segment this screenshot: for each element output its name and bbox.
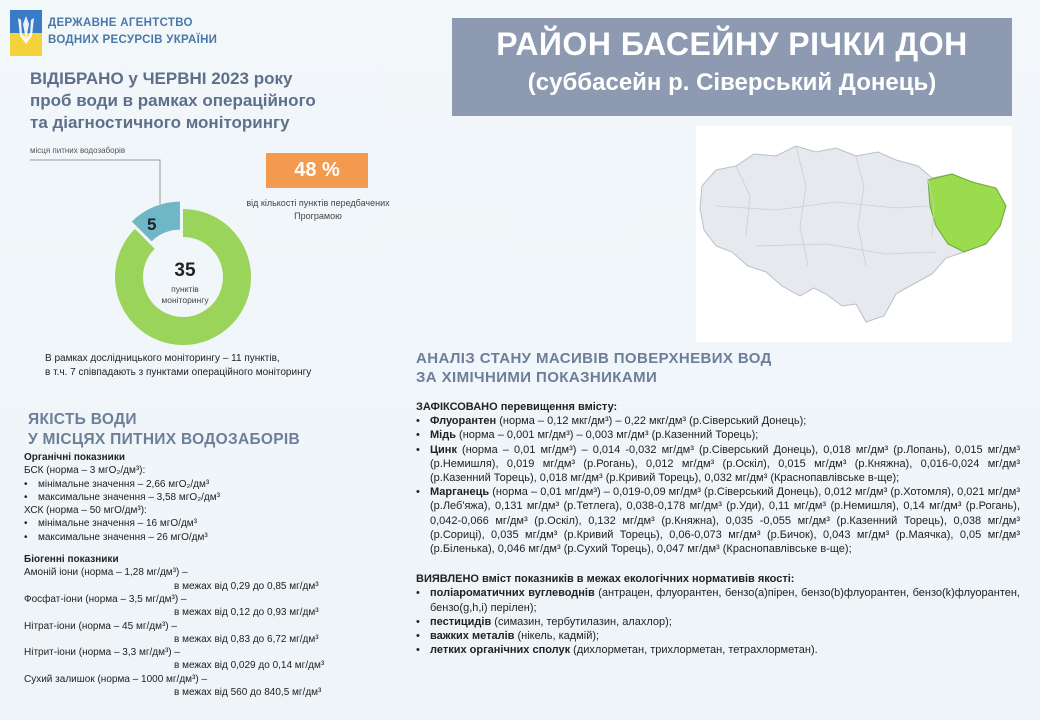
copper-text: (норма – 0,001 мг/дм³) – 0,003 мг/дм³ (р.Казенний Торець); xyxy=(455,429,759,442)
pah-text: (антрацен, флуорантен, бензо(а)пірен, бензо(b)флуорантен, бензо(k)флуорантен, бензо(g,h,i) перілен); xyxy=(430,587,1020,614)
pah-name: поліароматичних вуглеводнів xyxy=(430,587,595,600)
donut-big-value: 35 xyxy=(174,260,196,281)
zinc-item xyxy=(416,443,1020,486)
sampled-line-3: та діагностичного моніторингу xyxy=(30,113,290,132)
phosphate-norm: Фосфат-іони (норма – 3,5 мг/дм³) – xyxy=(24,593,187,605)
percent-badge: 48 % xyxy=(266,153,368,188)
coat-of-arms-logo-icon xyxy=(10,10,42,56)
pesticides-name: пестицидів xyxy=(430,615,492,628)
voc-text: (дихлорметан, трихлорметан, тетрахлорметан). xyxy=(570,644,818,657)
bsk-norm: БСК (норма – 3 мгО₂/дм³): xyxy=(24,465,146,477)
percent-note: від кількості пунктів передбачених Програмою xyxy=(246,198,390,221)
voc-name: летких органічних сполук xyxy=(430,644,571,657)
fluoranthene-item xyxy=(416,414,1020,428)
nitrate-range: в межах від 0,83 до 6,72 мг/дм³ xyxy=(174,633,319,645)
biogenic-heading: Біогенні показники xyxy=(24,554,119,566)
ammonium-range: в межах від 0,29 до 0,85 мг/дм³ xyxy=(174,580,319,592)
ukraine-map xyxy=(696,126,1012,342)
sampled-line-1: ВІДІБРАНО у ЧЕРВНІ 2023 року xyxy=(30,69,293,88)
analysis-heading xyxy=(416,349,772,387)
pesticides-text: (симазин, тербутилазин, алахлор); xyxy=(491,615,672,628)
quality-title-line-2: У МІСЦЯХ ПИТНИХ ВОДОЗАБОРІВ xyxy=(28,431,300,448)
heavy-metals-item xyxy=(416,629,1020,643)
dry-residue-norm: Сухий залишок (норма – 1000 мг/дм³) – xyxy=(24,673,208,685)
analysis-body xyxy=(416,400,1020,657)
phosphate-range: в межах від 0,12 до 0,93 мг/дм³ xyxy=(174,607,319,619)
pah-item xyxy=(416,586,1020,614)
zinc-name: Цинк xyxy=(430,443,457,456)
nitrite-norm: Нітрит-іони (норма – 3,3 мг/дм³) – xyxy=(24,647,180,659)
banner-title: РАЙОН БАСЕЙНУ РІЧКИ ДОН xyxy=(496,26,968,62)
heavy-metals-name: важких металів xyxy=(430,630,515,643)
ammonium-norm: Амоній іони (норма – 1,28 мг/дм³) – xyxy=(24,567,188,579)
copper-name: Мідь xyxy=(430,429,456,442)
nitrite-range: в межах від 0,029 до 0,14 мг/дм³ xyxy=(174,660,325,672)
research-note-line-1: В рамках дослідницького моніторингу – 11 пунктів, xyxy=(45,353,280,364)
title-banner xyxy=(452,18,1012,116)
manganese-text: (норма – 0,01 мг/дм³) – 0,019-0,09 мг/дм³ (р.Сіверський Донець), 0,012 мг/дм³ (р.Хотомля), 0,021 мг/дм³ (р.Леб'яжа), 0,131 мг/дм³ (р.Тетлега), 0,038-0,178 мг/дм³ (р.Уди), 0,11 мг/дм³ (р.Немишля), 0,14 мг/дм³ (р.Рогань), 0,042-0,066 мг/дм³ (р.Оскіл), 0,132 мг/дм³ (р.Княжна), 0,035 -0,055 мг/дм³ (р.Казенний Торець), 0,038 мг/дм³ (р.Сориці), 0,035 мг/дм³ (р.Кривий Торець), 0,06-0,073 мг/дм³ (р.Бичок), 0,043 мг/дм³ (р.Маячка), 0,05 мг/дм³ (р.Біленька), 0,046 мг/дм³ (р.Сухий Торець), 0,047 мг/дм³ (Краснопавлівське в-ще); xyxy=(430,486,1020,556)
hsk-norm: ХСК (норма – 50 мгО/дм³): xyxy=(24,505,147,517)
agency-line-2: ВОДНИХ РЕСУРСІВ УКРАЇНИ xyxy=(48,34,218,46)
water-quality-list xyxy=(24,451,394,699)
bsk-max: • максимальне значення – 3,58 мгО₂/дм³ xyxy=(24,491,394,504)
hsk-min: • мінімальне значення – 16 мгО/дм³ xyxy=(24,517,394,530)
copper-item xyxy=(416,428,1020,442)
dry-residue-range: в межах від 560 до 840,5 мг/дм³ xyxy=(174,687,322,699)
donut-big-label: пунктів моніторингу xyxy=(161,284,209,305)
organic-heading: Органічні показники xyxy=(24,452,125,463)
found-heading: ВИЯВЛЕНО вміст показників в межах екологічних нормативів якості: xyxy=(416,573,795,586)
voc-item xyxy=(416,643,1020,657)
drinking-sources-label: місця питних водозаборів xyxy=(30,146,126,155)
quality-title-line-1: ЯКІСТЬ ВОДИ xyxy=(28,411,137,428)
bsk-min: • мінімальне значення – 2,66 мгО₂/дм³ xyxy=(24,478,394,491)
agency-name xyxy=(48,15,217,49)
sampled-line-2: проб води в рамках операційного xyxy=(30,91,316,110)
donut-small-value: 5 xyxy=(147,215,157,234)
analysis-title-line-2: ЗА ХІМІЧНИМИ ПОКАЗНИКАМИ xyxy=(416,369,658,386)
fluoranthene-name: Флуорантен xyxy=(430,415,497,428)
agency-line-1: ДЕРЖАВНЕ АГЕНТСТВО xyxy=(48,17,193,29)
analysis-title-line-1: АНАЛІЗ СТАНУ МАСИВІВ ПОВЕРХНЕВИХ ВОД xyxy=(416,350,772,367)
research-note-line-2: в т.ч. 7 співпадають з пунктами операційного моніторингу xyxy=(45,367,312,378)
manganese-item xyxy=(416,485,1020,556)
hsk-max: • максимальне значення – 26 мгО/дм³ xyxy=(24,531,394,544)
nitrate-norm: Нітрат-іони (норма – 45 мг/дм³) – xyxy=(24,620,177,632)
exceedance-heading: ЗАФІКСОВАНО перевищення вмісту: xyxy=(416,401,618,413)
banner-subtitle: (суббасейн р. Сіверський Донець) xyxy=(527,69,937,96)
manganese-name: Марганець xyxy=(430,486,490,499)
water-quality-heading xyxy=(28,410,300,450)
sampled-heading xyxy=(30,68,410,134)
fluoranthene-text: (норма – 0,12 мкг/дм³) – 0,22 мкг/дм³ (р.Сіверський Донець); xyxy=(496,415,807,428)
heavy-metals-text: (нікель, кадмій); xyxy=(514,630,600,643)
pesticides-item xyxy=(416,615,1020,629)
research-monitoring-note xyxy=(45,352,311,380)
zinc-text: (норма – 0,01 мг/дм³) – 0,014 -0,032 мг/дм³ (р.Сіверський Донець), 0,018 мг/дм³ (р.Лопань), 0,015 мг/дм³ (р.Немишля), 0,019 мг/дм³ (р.Рогань), 0,012 мг/дм³ (р.Оскіл), 0,015 мг/дм³ (р.Княжна), 0,016-0,024 мг/дм³ (р.Казенний Торець), 0,018 мг/дм³ (р.Кривий Торець), 0,032 мг/дм³ (Краснопавлівське в-ще); xyxy=(430,443,1020,485)
